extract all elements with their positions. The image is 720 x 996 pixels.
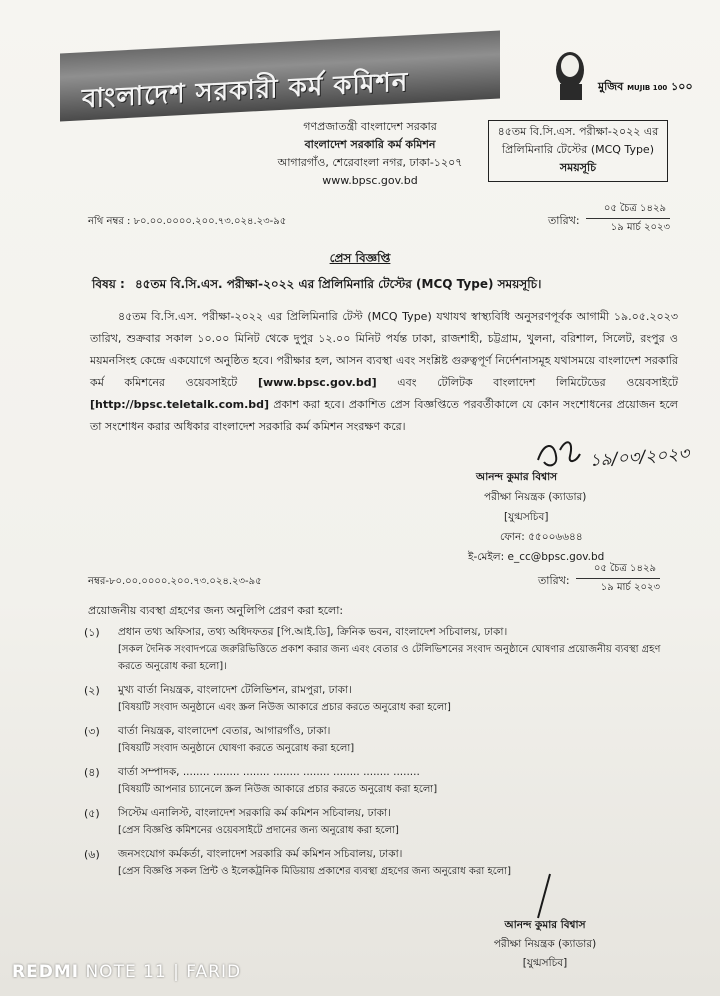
letterhead-address: আগারগাঁও, শেরেবাংলা নগর, ঢাকা-১২০৭ xyxy=(277,156,463,169)
subject-box-line1: ৪৫তম বি.সি.এস. পরীক্ষা-২০২২ এর xyxy=(497,125,659,138)
date-block-2 xyxy=(576,560,660,597)
subject-box xyxy=(488,120,668,182)
watermark-model: NOTE 11 xyxy=(85,962,167,982)
body-text-3: প্রকাশ করা হবে। প্রকাশিত প্রেস বিজ্ঞপ্তিতে পরবর্তীকালে যে কোন সংশোধনের প্রয়োজন হলে তা সংশোধন করার অধিকার বাংলাদেশ সরকারি কর্ম কমিশন সংরক্ষণ করে। xyxy=(90,398,679,433)
subject-box-line3: সময়সূচি xyxy=(559,161,597,174)
letterhead-govt: গণপ্রজাতন্ত্রী বাংলাদেশ সরকার xyxy=(303,120,437,133)
list-item xyxy=(84,624,684,675)
list-item xyxy=(84,723,684,757)
date-label-2: তারিখ: xyxy=(538,574,570,587)
list-item xyxy=(84,764,684,798)
signatory-rank-2: [যুগ্মসচিব] xyxy=(522,957,568,969)
bpsc-url[interactable]: [www.bpsc.gov.bd] xyxy=(257,376,377,389)
watermark-owner: FARID xyxy=(186,962,242,982)
list-item xyxy=(84,846,684,880)
copy-to-list xyxy=(84,624,684,887)
list-item-number: (৫) xyxy=(84,807,100,820)
file-number: নথি নম্বর : ৮০.০০.০০০০.২০০.৭৩.০২৪.২৩-৯৫ xyxy=(88,216,287,227)
list-item-recipient: মুখ্য বার্তা নিয়ন্ত্রক, বাংলাদেশ টেলিভিশন, রামপুরা, ঢাকা। xyxy=(118,684,352,696)
signatory-email: ই-মেইল: e_cc@bpsc.gov.bd xyxy=(468,551,605,563)
list-item-recipient: সিস্টেম এনালিস্ট, বাংলাদেশ সরকারি কর্ম কমিশন সচিবালয়, ঢাকা। xyxy=(118,807,391,819)
body-text-1: ৪৫তম বি.সি.এস. পরীক্ষা-২০২২ এর প্রিলিমিনারি টেস্ট (MCQ Type) যথাযথ স্বাস্থ্যবিধি অনুসরণপূর্বক আগামী ১৯.০৫.২০২৩ তারিখ, শুক্রবার সকাল ১০.০০ মিনিট থেকে দুপুর ১২.০০ মিনিট পর্যন্ত ঢাকা, রাজশাহী, চট্টগ্রাম, খুলনা, বরিশাল, সিলেট, রংপুর ও ময়মনসিংহ কেন্দ্রে একযোগে অনুষ্ঠিত হবে। পরীক্ষার হল, আসন ব্যবস্থা এবং সংশ্লিষ্ট গুরুত্বপূর্ণ নির্দেশনাসমূহ যথাসময়ে বাংলাদেশ সরকারি কর্ম কমিশনের ওয়েবসাইটে xyxy=(90,310,678,389)
list-item-note: [প্রেস বিজ্ঞপ্তি কমিশনের ওয়েবসাইটে প্রদানের জন্য অনুরোধ করা হলো] xyxy=(118,825,399,836)
letterhead-commission: বাংলাদেশ সরকারি কর্ম কমিশন xyxy=(304,138,436,151)
watermark-brand: REDMI xyxy=(12,962,80,982)
list-item-recipient: বার্তা সম্পাদক, ........ ........ ........ ........ ........ ........ ........ ........ xyxy=(118,766,420,778)
signatory-designation: পরীক্ষা নিয়ন্ত্রক (ক্যাডার) xyxy=(484,491,587,503)
list-item-recipient: বার্তা নিয়ন্ত্রক, বাংলাদেশ বেতার, আগারগাঁও, ঢাকা। xyxy=(118,725,331,737)
watermark-separator: | xyxy=(173,962,180,982)
signatory-name-2: আনন্দ কুমার বিশ্বাস xyxy=(504,919,586,931)
signature-stroke xyxy=(520,872,570,922)
signatory-name: আনন্দ কুমার বিশ্বাস xyxy=(476,471,558,483)
list-item xyxy=(84,682,684,716)
list-item-note: [বিষয়টি সংবাদ অনুষ্ঠানে ঘোষণা করতে অনুরোধ করা হলো] xyxy=(118,743,355,754)
signatory-phone: ফোন: ৫৫০০৬৬৪৪ xyxy=(500,531,583,543)
subject-text: ৪৫তম বি.সি.এস. পরীক্ষা-২০২২ এর প্রিলিমিনারি টেস্টের (MCQ Type) সময়সূচি। xyxy=(134,277,542,291)
list-item-note: [প্রেস বিজ্ঞপ্তি সকল প্রিন্ট ও ইলেকট্রনিক মিডিয়ায় প্রকাশের ব্যবস্থা গ্রহণের জন্য অনুরোধ করা হলো] xyxy=(118,866,511,877)
list-item-number: (২) xyxy=(84,684,100,697)
teletalk-url[interactable]: [http://bpsc.teletalk.com.bd] xyxy=(90,398,270,411)
date-bengali-2: ০৫ চৈত্র ১৪২৯ xyxy=(576,560,660,579)
letterhead-website: www.bpsc.gov.bd xyxy=(322,174,418,187)
press-release-title: প্রেস বিজ্ঞপ্তি xyxy=(329,251,391,265)
signatory-rank: [যুগ্মসচিব] xyxy=(504,511,549,523)
list-item-note: [সকল দৈনিক সংবাদপত্রে জরুরিভিত্তিতে প্রকাশ করার জন্য এবং বেতার ও টেলিভিশনের সংবাদ অনুষ্ঠানে ঘোষণার প্রয়োজনীয় ব্যবস্থা গ্রহণ করতে অনুরোধ করা হলো]। xyxy=(118,644,661,672)
subject-line xyxy=(92,276,541,296)
date-bengali: ০৫ চৈত্র ১৪২৯ xyxy=(586,200,670,219)
list-item-number: (৪) xyxy=(84,766,100,779)
date-label: তারিখ: xyxy=(548,214,580,227)
signatory-designation-2: পরীক্ষা নিয়ন্ত্রক (ক্যাডার) xyxy=(493,938,597,950)
camera-watermark xyxy=(12,962,241,982)
logo-mujib-en: MUJIB 100 xyxy=(627,84,668,92)
subject-box-line2: প্রিলিমিনারি টেস্টের (MCQ Type) xyxy=(502,143,654,156)
banner-title: বাংলাদেশ সরকারী কর্ম কমিশন xyxy=(82,67,409,115)
date-english-2: ১৯ মার্চ ২০২৩ xyxy=(600,582,660,593)
date-english: ১৯ মার্চ ২০২৩ xyxy=(610,222,670,233)
signature-date: ১৯/০৩/২০২৩ xyxy=(588,444,690,471)
press-body xyxy=(90,306,678,438)
copy-to-intro: প্রয়োজনীয় ব্যবস্থা গ্রহণের জন্য অনুলিপি প্রেরণ করা হলো: xyxy=(88,604,344,617)
signatory-block-2 xyxy=(470,916,620,973)
list-item-recipient: জনসংযোগ কর্মকর্তা, বাংলাদেশ সরকারি কর্ম কমিশন সচিবালয়, ঢাকা। xyxy=(118,848,403,860)
list-item-number: (৬) xyxy=(84,848,100,861)
commission-banner xyxy=(60,30,500,121)
list-item xyxy=(84,805,684,839)
logo-caption xyxy=(598,78,693,97)
logo-mujib-num: ১০০ xyxy=(671,80,693,93)
list-item-note: [বিষয়টি আপনার চ্যানেলে স্ক্রল নিউজ আকারে প্রচার করতে অনুরোধ করা হলো] xyxy=(118,784,438,795)
body-text-2: এবং টেলিটক বাংলাদেশ লিমিটেডের ওয়েবসাইটে xyxy=(397,376,679,389)
list-item-recipient: প্রধান তথ্য অফিসার, তথ্য অধিদফতর [পি.আই.ডি], ক্রিনিক ভবন, বাংলাদেশ সচিবালয়, ঢাকা। xyxy=(118,626,508,638)
memo-number: নম্বর-৮০.০০.০০০০.২০০.৭৩.০২৪.২৩-৯৫ xyxy=(88,576,262,587)
logo-mujib-text: মুজিব xyxy=(598,80,624,93)
date-block xyxy=(586,200,670,237)
signatory-block xyxy=(468,467,604,567)
subject-label: বিষয় : xyxy=(92,277,125,291)
list-item-note: [বিষয়টি সংবাদ অনুষ্ঠানে এবং স্ক্রল নিউজ আকারে প্রচার করতে অনুরোধ করা হলো] xyxy=(118,702,451,713)
letterhead xyxy=(270,118,470,190)
list-item-number: (১) xyxy=(84,626,100,639)
list-item-number: (৩) xyxy=(84,725,100,738)
